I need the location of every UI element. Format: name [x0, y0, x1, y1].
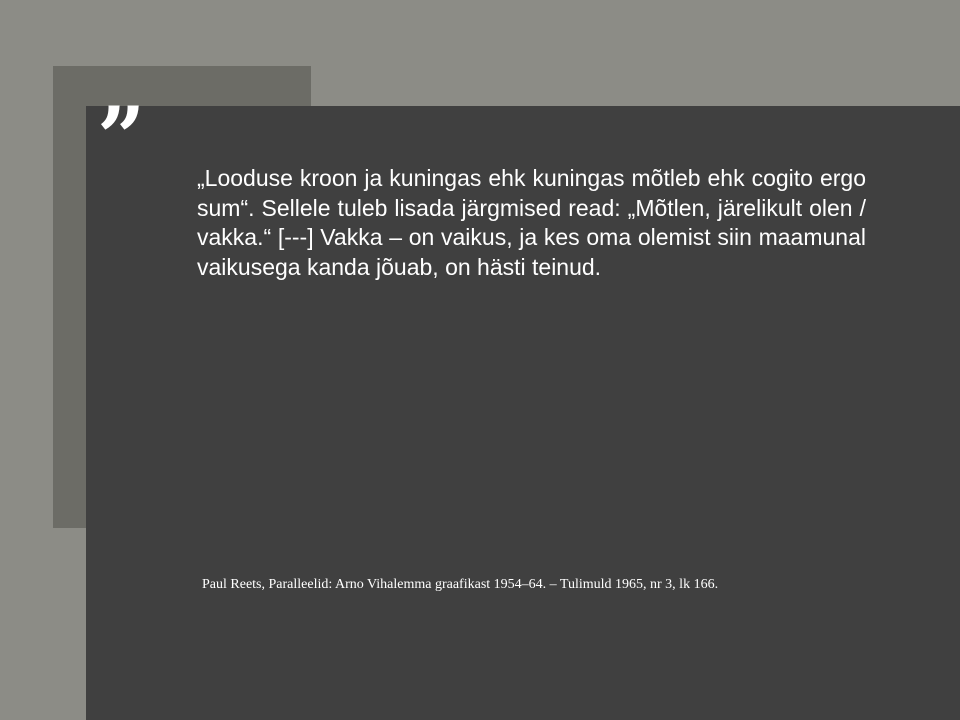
citation-text: Paul Reets, Paralleelid: Arno Vihalemma graafikast 1954–64. – Tulimuld 1965, nr 3, lk 166. [202, 577, 719, 592]
quote-text: „Looduse kroon ja kuningas ehk kuningas mõtleb ehk cogito ergo sum“. Sellele tuleb lisada järgmised read: „Mõtlen, järelikult olen / vakka.“ [---] Vakka – on vaikus, ja kes oma olemist siin maamunal vaikusega kanda jõuab, on hästi teinud. [197, 165, 866, 280]
quotation-mark-icon: ” [97, 88, 146, 187]
